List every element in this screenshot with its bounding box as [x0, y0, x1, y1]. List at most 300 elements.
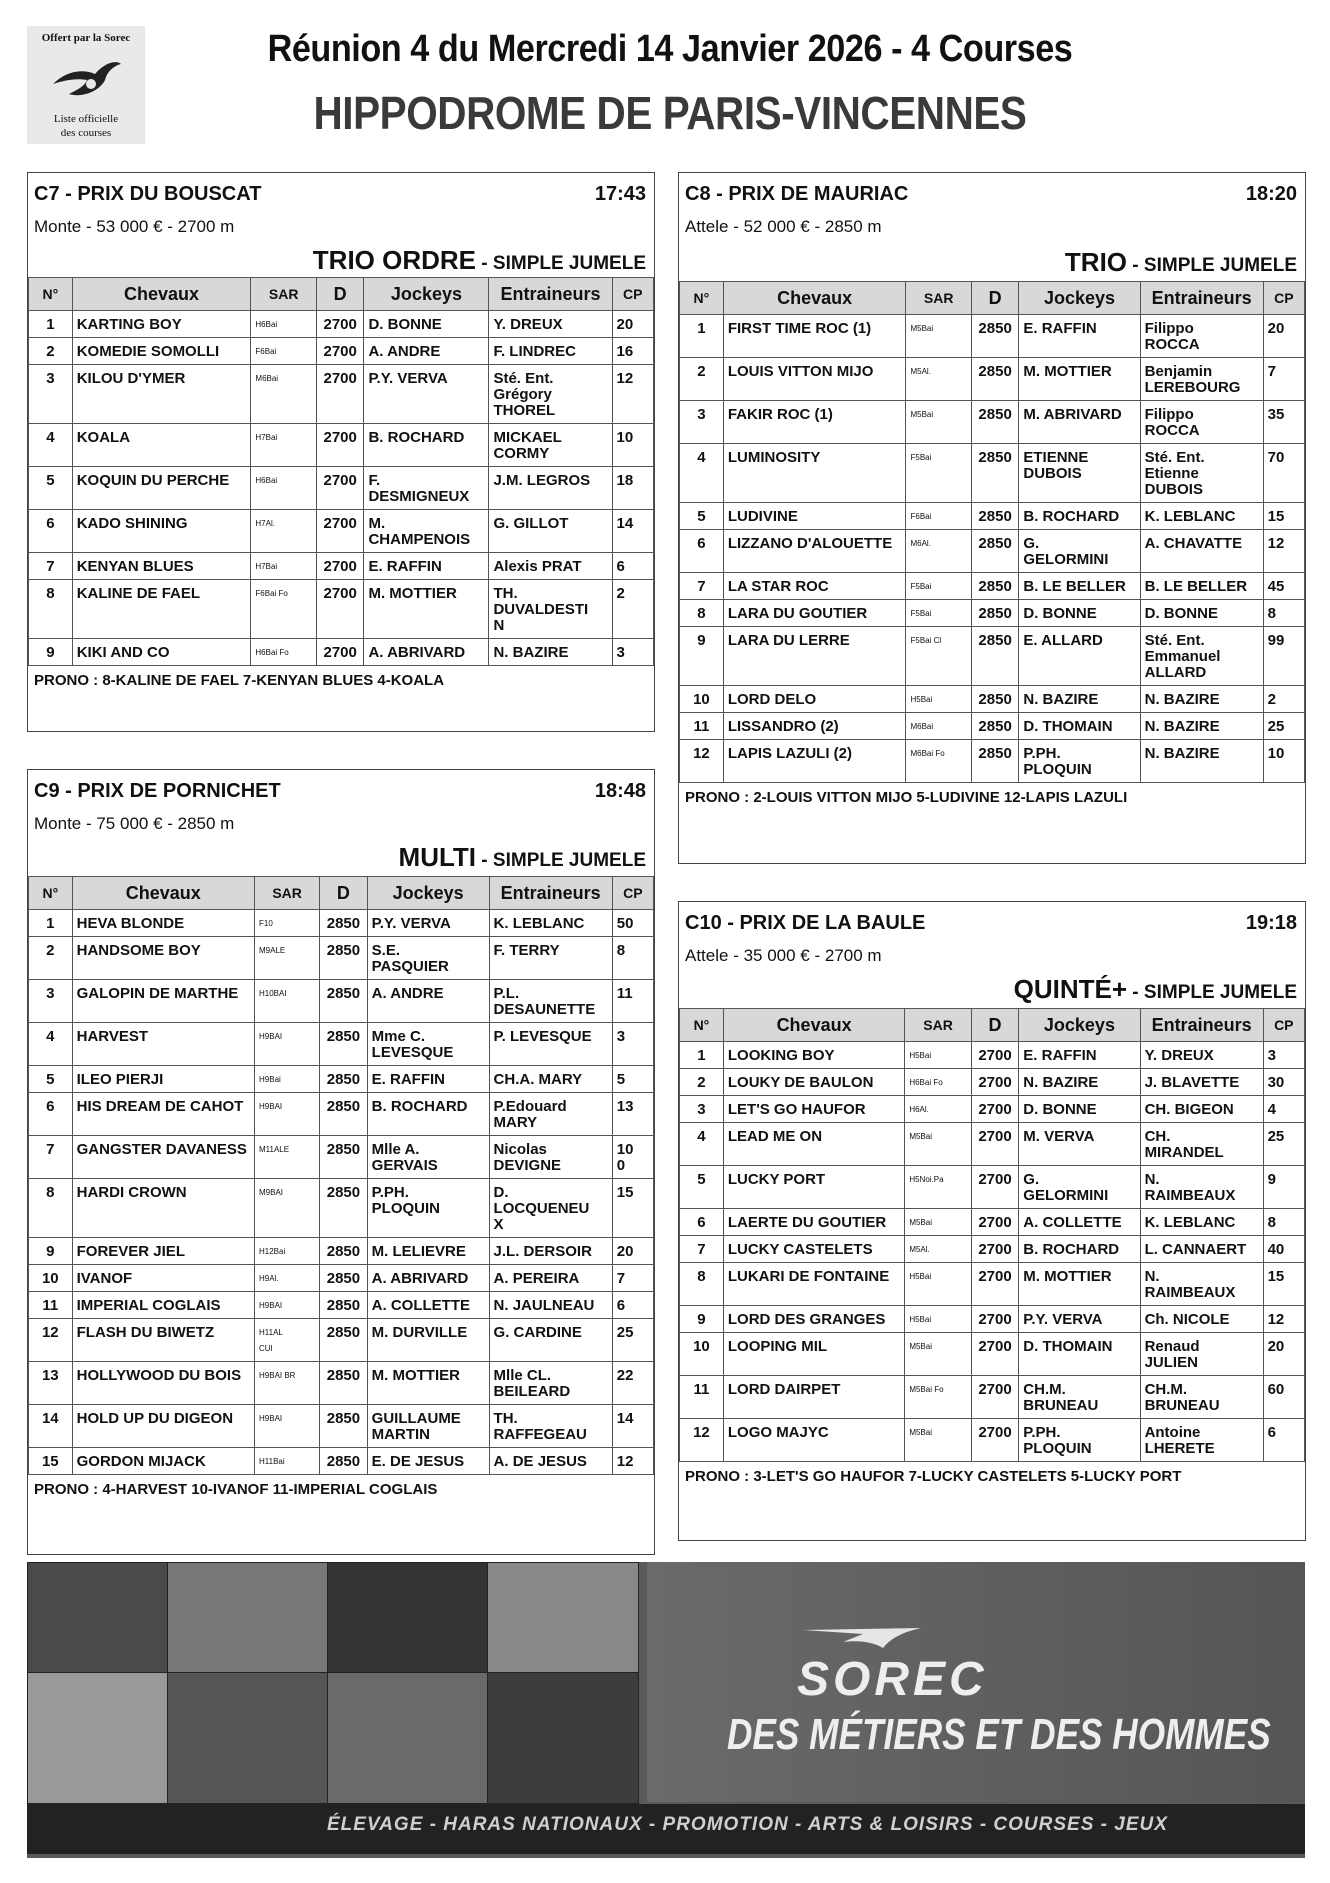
table-row [29, 1448, 654, 1475]
trainer-name: G. GILLOT [489, 510, 612, 553]
race-distance: 2850 [320, 1405, 367, 1448]
banner-slogan: DES MÉTIERS ET DES HOMMES [727, 1710, 1271, 1759]
race-distance: 2850 [971, 530, 1019, 573]
race-distance: 2850 [971, 713, 1019, 740]
odds-cp: 10 0 [612, 1136, 653, 1179]
horse-sar: H10BAI [255, 980, 320, 1023]
jockey-name: M. CHAMPENOIS [364, 510, 489, 553]
horse-name: FLASH DU BIWETZ [72, 1319, 254, 1362]
table-row [29, 1136, 654, 1179]
table-row [29, 467, 654, 510]
column-header-horses: Chevaux [723, 282, 906, 315]
table-row [29, 311, 654, 338]
race-distance: 2850 [320, 1448, 367, 1475]
jockey-name: M. DURVILLE [367, 1319, 489, 1362]
runner-number: 5 [29, 467, 73, 510]
odds-cp: 35 [1263, 401, 1304, 444]
trainer-name: F. LINDREC [489, 338, 612, 365]
table-row [29, 1362, 654, 1405]
trainer-name: Mlle CL. BEILEARD [489, 1362, 612, 1405]
jockey-name: M. MOTTIER [1019, 1263, 1140, 1306]
runner-number: 15 [29, 1448, 73, 1475]
odds-cp: 6 [612, 1292, 653, 1319]
column-header-sar: SAR [905, 1009, 971, 1042]
table-row [680, 1123, 1305, 1166]
column-header-sar: SAR [251, 278, 317, 311]
jockey-name: B. LE BELLER [1019, 573, 1140, 600]
table-row [680, 1069, 1305, 1096]
odds-cp: 4 [1263, 1096, 1304, 1123]
banner-tagline: ÉLEVAGE - HARAS NATIONAUX - PROMOTION - ARTS & LOISIRS - COURSES - JEUX [27, 1804, 1305, 1854]
odds-cp: 3 [612, 1023, 653, 1066]
runner-number: 3 [29, 365, 73, 424]
horse-sar: H9Al. [255, 1265, 320, 1292]
race-distance: 2700 [316, 424, 364, 467]
trainer-name: Nicolas DEVIGNE [489, 1136, 612, 1179]
horse-name: LARA DU LERRE [723, 627, 906, 686]
odds-cp: 12 [1263, 1306, 1304, 1333]
table-row [680, 1166, 1305, 1209]
race-bet-types [1065, 247, 1297, 278]
odds-cp: 20 [612, 311, 653, 338]
table-row [680, 358, 1305, 401]
runner-number: 4 [29, 424, 73, 467]
race-distance: 2850 [320, 1093, 367, 1136]
race-conditions: Monte - 53 000 € - 2700 m [34, 217, 235, 236]
race-distance: 2850 [320, 1319, 367, 1362]
horse-name: KIKI AND CO [72, 639, 251, 666]
horse-name: KILOU D'YMER [72, 365, 251, 424]
horse-sar: M5Bai [905, 1333, 971, 1376]
runner-number: 5 [29, 1066, 73, 1093]
runner-number: 6 [29, 1093, 73, 1136]
column-header-cp: CP [612, 278, 653, 311]
banner-brand-name: SOREC [797, 1653, 988, 1706]
column-header-horses: Chevaux [72, 278, 251, 311]
race-distance: 2700 [316, 580, 364, 639]
horse-name: FIRST TIME ROC (1) [723, 315, 906, 358]
trainer-name: K. LEBLANC [1140, 503, 1263, 530]
jockey-name: D. THOMAIN [1019, 713, 1140, 740]
race-distance: 2850 [971, 627, 1019, 686]
jockey-name: F. DESMIGNEUX [364, 467, 489, 510]
jockey-name: P.Y. VERVA [364, 365, 489, 424]
race-distance: 2700 [971, 1236, 1019, 1263]
venue-title: HIPPODROME DE PARIS-VINCENNES [313, 87, 1027, 139]
race-main-bet: MULTI [398, 842, 477, 872]
runner-number: 9 [680, 627, 724, 686]
horse-sar: F10 [255, 910, 320, 937]
trainer-name: Filippo ROCCA [1140, 315, 1263, 358]
horse-sar: M9BAI [255, 1179, 320, 1238]
horse-sar: F5Bai [906, 444, 971, 503]
trainer-name: N. RAIMBEAUX [1140, 1166, 1263, 1209]
table-row [680, 740, 1305, 783]
horse-name: LUDIVINE [723, 503, 906, 530]
horse-sar: H9BAI BR [255, 1362, 320, 1405]
horse-name: LISSANDRO (2) [723, 713, 906, 740]
column-header-trainers: Entraineurs [489, 278, 612, 311]
horse-sar: H9BAI [255, 1023, 320, 1066]
jockey-name: B. ROCHARD [1019, 503, 1140, 530]
horse-sar: M9ALE [255, 937, 320, 980]
horse-name: LOUIS VITTON MIJO [723, 358, 906, 401]
runner-number: 12 [680, 740, 724, 783]
runner-number: 6 [680, 530, 724, 573]
trainer-name: Antoine LHERETE [1140, 1419, 1263, 1462]
jockey-name: Mme C. LEVESQUE [367, 1023, 489, 1066]
horse-name: KARTING BOY [72, 311, 251, 338]
horse-sar: H11Bai [255, 1448, 320, 1475]
race-distance: 2850 [320, 1265, 367, 1292]
horse-name: LORD DAIRPET [723, 1376, 904, 1419]
odds-cp: 25 [1263, 713, 1304, 740]
race-distance: 2850 [320, 1292, 367, 1319]
table-row [29, 510, 654, 553]
horse-name: GORDON MIJACK [72, 1448, 254, 1475]
horse-sar: M6Bai Fo [906, 740, 971, 783]
race-sub-bet: - SIMPLE JUMELE [1127, 255, 1297, 276]
jockey-name: M. LELIEVRE [367, 1238, 489, 1265]
jockey-name: A. COLLETTE [1019, 1209, 1140, 1236]
jockey-name: M. MOTTIER [1019, 358, 1140, 401]
runner-number: 8 [680, 600, 724, 627]
table-row [29, 1179, 654, 1238]
horse-name: LUCKY CASTELETS [723, 1236, 904, 1263]
race-distance: 2850 [971, 358, 1019, 401]
trainer-name: J.L. DERSOIR [489, 1238, 612, 1265]
odds-cp: 10 [612, 424, 653, 467]
table-row [680, 1236, 1305, 1263]
runner-number: 1 [680, 1042, 724, 1069]
race-header [28, 770, 654, 804]
sorec-horse-logo-icon [803, 1622, 923, 1656]
runner-number: 7 [29, 1136, 73, 1179]
column-header-sar: SAR [255, 877, 320, 910]
horse-sar: M5Bai [906, 401, 971, 444]
column-header-dist: D [971, 1009, 1019, 1042]
race-distance: 2850 [971, 503, 1019, 530]
sorec-logo [27, 26, 145, 144]
runner-number: 5 [680, 1166, 724, 1209]
horse-name: IMPERIAL COGLAIS [72, 1292, 254, 1319]
horse-sar: M5Al. [906, 358, 971, 401]
odds-cp: 12 [612, 1448, 653, 1475]
runner-number: 5 [680, 503, 724, 530]
race-conditions: Attele - 35 000 € - 2700 m [685, 946, 882, 965]
trainer-name: TH. RAFFEGEAU [489, 1405, 612, 1448]
odds-cp: 40 [1263, 1236, 1304, 1263]
horse-sar: H6Bai [251, 311, 317, 338]
horse-name: KALINE DE FAEL [72, 580, 251, 639]
odds-cp: 45 [1263, 573, 1304, 600]
runner-number: 4 [680, 1123, 724, 1166]
race-distance: 2700 [971, 1419, 1019, 1462]
runner-number: 8 [680, 1263, 724, 1306]
jockey-name: D. BONNE [1019, 1096, 1140, 1123]
race-distance: 2700 [316, 510, 364, 553]
jockey-name: G. GELORMINI [1019, 530, 1140, 573]
jockey-name: P.Y. VERVA [1019, 1306, 1140, 1333]
race-name: C9 - PRIX DE PORNICHET [34, 780, 281, 802]
race-distance: 2700 [971, 1263, 1019, 1306]
trainer-name: P.Edouard MARY [489, 1093, 612, 1136]
horse-name: HOLD UP DU DIGEON [72, 1405, 254, 1448]
horse-sar: H11AL CUI [255, 1319, 320, 1362]
jockey-name: B. ROCHARD [1019, 1236, 1140, 1263]
table-row [29, 1093, 654, 1136]
table-row [29, 338, 654, 365]
jockey-name: E. RAFFIN [1019, 1042, 1140, 1069]
jockey-name: A. ABRIVARD [367, 1265, 489, 1292]
jockey-name: N. BAZIRE [1019, 1069, 1140, 1096]
odds-cp: 15 [612, 1179, 653, 1238]
jockey-name: GUILLAUME MARTIN [367, 1405, 489, 1448]
runner-number: 2 [29, 338, 73, 365]
trainer-name: A. DE JESUS [489, 1448, 612, 1475]
trainer-name: F. TERRY [489, 937, 612, 980]
odds-cp: 2 [1263, 686, 1304, 713]
horse-name: LUKARI DE FONTAINE [723, 1263, 904, 1306]
trainer-name: J. BLAVETTE [1140, 1069, 1263, 1096]
trainer-name: N. JAULNEAU [489, 1292, 612, 1319]
trainer-name: Filippo ROCCA [1140, 401, 1263, 444]
odds-cp: 20 [612, 1238, 653, 1265]
jockey-name: B. ROCHARD [364, 424, 489, 467]
horse-sar: F6Bai [906, 503, 971, 530]
horse-sar: H7Al. [251, 510, 317, 553]
race-distance: 2850 [971, 315, 1019, 358]
runner-number: 13 [29, 1362, 73, 1405]
table-row [680, 1419, 1305, 1462]
trainer-name: Sté. Ent. Grégory THOREL [489, 365, 612, 424]
jockey-name: B. ROCHARD [367, 1093, 489, 1136]
odds-cp: 13 [612, 1093, 653, 1136]
horse-name: LAERTE DU GOUTIER [723, 1209, 904, 1236]
table-row [680, 401, 1305, 444]
race-distance: 2700 [971, 1376, 1019, 1419]
jockey-name: E. RAFFIN [1019, 315, 1140, 358]
trainer-name: P.L. DESAUNETTE [489, 980, 612, 1023]
table-row [680, 1209, 1305, 1236]
race-c8 [678, 172, 1306, 864]
table-row [680, 530, 1305, 573]
column-header-jockeys: Jockeys [364, 278, 489, 311]
race-time: 18:48 [594, 780, 646, 802]
table-row [680, 686, 1305, 713]
table-row [29, 553, 654, 580]
trainer-name: CH.A. MARY [489, 1066, 612, 1093]
trainer-name: B. LE BELLER [1140, 573, 1263, 600]
jockey-name: CH.M. BRUNEAU [1019, 1376, 1140, 1419]
table-row [680, 1263, 1305, 1306]
trainer-name: Ch. NICOLE [1140, 1306, 1263, 1333]
horse-sar: F5Bai [906, 573, 971, 600]
table-header-row [680, 1009, 1305, 1042]
trainer-name: A. CHAVATTE [1140, 530, 1263, 573]
table-row [680, 627, 1305, 686]
horse-name: LARA DU GOUTIER [723, 600, 906, 627]
jockey-name: P.PH. PLOQUIN [367, 1179, 489, 1238]
horse-name: KOALA [72, 424, 251, 467]
runner-number: 11 [680, 713, 724, 740]
horse-name: KENYAN BLUES [72, 553, 251, 580]
horse-sar: H5Bai [905, 1306, 971, 1333]
odds-cp: 5 [612, 1066, 653, 1093]
table-row [680, 1096, 1305, 1123]
jockey-name: D. THOMAIN [1019, 1333, 1140, 1376]
odds-cp: 25 [1263, 1123, 1304, 1166]
race-distance: 2850 [320, 1362, 367, 1405]
runners-table [28, 876, 654, 1475]
table-row [29, 910, 654, 937]
column-header-horses: Chevaux [723, 1009, 904, 1042]
table-row [680, 444, 1305, 503]
jockey-name: A. ANDRE [364, 338, 489, 365]
race-c10 [678, 901, 1306, 1541]
table-row [680, 315, 1305, 358]
runner-number: 2 [680, 358, 724, 401]
race-distance: 2700 [316, 467, 364, 510]
table-row [29, 1023, 654, 1066]
trainer-name: CH. MIRANDEL [1140, 1123, 1263, 1166]
race-main-bet: TRIO ORDRE [312, 245, 477, 275]
horse-sar: M5Bai Fo [905, 1376, 971, 1419]
race-distance: 2700 [971, 1042, 1019, 1069]
race-distance: 2850 [971, 573, 1019, 600]
runner-number: 7 [29, 553, 73, 580]
horse-name: LORD DELO [723, 686, 906, 713]
jockey-name: E. RAFFIN [364, 553, 489, 580]
odds-cp: 12 [1263, 530, 1304, 573]
jockey-name: D. BONNE [1019, 600, 1140, 627]
runner-number: 11 [29, 1292, 73, 1319]
race-prono: PRONO : 4-HARVEST 10-IVANOF 11-IMPERIAL COGLAIS [34, 1481, 438, 1498]
odds-cp: 20 [1263, 1333, 1304, 1376]
runners-table [28, 277, 654, 666]
table-row [680, 600, 1305, 627]
race-distance: 2700 [316, 639, 364, 666]
horse-sar: H9BAI [255, 1292, 320, 1319]
race-distance: 2850 [320, 1136, 367, 1179]
sorec-banner [27, 1562, 1305, 1858]
race-time: 19:18 [1245, 912, 1297, 934]
column-header-dist: D [971, 282, 1019, 315]
race-prono: PRONO : 3-LET'S GO HAUFOR 7-LUCKY CASTELETS 5-LUCKY PORT [685, 1468, 1182, 1485]
table-row [680, 1042, 1305, 1069]
jockey-name: P.Y. VERVA [367, 910, 489, 937]
horse-sar: H7Bai [251, 424, 317, 467]
race-distance: 2850 [971, 444, 1019, 503]
horse-sar: H5Noi.Pa [905, 1166, 971, 1209]
horse-name: HARDI CROWN [72, 1179, 254, 1238]
table-header-row [29, 877, 654, 910]
horse-name: GALOPIN DE MARTHE [72, 980, 254, 1023]
trainer-name: G. CARDINE [489, 1319, 612, 1362]
table-row [29, 1292, 654, 1319]
runner-number: 14 [29, 1405, 73, 1448]
trainer-name: D. BONNE [1140, 600, 1263, 627]
odds-cp: 15 [1263, 1263, 1304, 1306]
race-distance: 2850 [320, 1179, 367, 1238]
race-time: 17:43 [594, 183, 646, 205]
horse-sar: H6Bai [251, 467, 317, 510]
horse-name: LORD DES GRANGES [723, 1306, 904, 1333]
horse-sar: H9BAI [255, 1093, 320, 1136]
column-header-trainers: Entraineurs [1140, 282, 1263, 315]
race-main-bet: TRIO [1064, 247, 1128, 277]
column-header-horses: Chevaux [72, 877, 254, 910]
odds-cp: 18 [612, 467, 653, 510]
race-distance: 2700 [971, 1166, 1019, 1209]
page-title: Réunion 4 du Mercredi 14 Janvier 2026 - 4 Courses [267, 28, 1073, 70]
trainer-name: L. CANNAERT [1140, 1236, 1263, 1263]
race-distance: 2700 [316, 338, 364, 365]
odds-cp: 7 [1263, 358, 1304, 401]
table-row [680, 713, 1305, 740]
race-distance: 2700 [316, 311, 364, 338]
race-header [679, 902, 1305, 936]
horse-name: HEVA BLONDE [72, 910, 254, 937]
runner-number: 1 [29, 910, 73, 937]
column-header-dist: D [320, 877, 367, 910]
horse-name: LUMINOSITY [723, 444, 906, 503]
runner-number: 1 [29, 311, 73, 338]
column-header-trainers: Entraineurs [489, 877, 612, 910]
race-c7 [27, 172, 655, 732]
trainer-name: CH.M. BRUNEAU [1140, 1376, 1263, 1419]
race-distance: 2850 [971, 401, 1019, 444]
column-header-sar: SAR [906, 282, 971, 315]
race-sub-bet: - SIMPLE JUMELE [1127, 982, 1297, 1003]
odds-cp: 7 [612, 1265, 653, 1292]
odds-cp: 60 [1263, 1376, 1304, 1419]
horse-sar: H7Bai [251, 553, 317, 580]
runner-number: 8 [29, 580, 73, 639]
race-distance: 2850 [320, 980, 367, 1023]
horse-sar: H6Al. [905, 1096, 971, 1123]
runner-number: 12 [680, 1419, 724, 1462]
race-prono: PRONO : 2-LOUIS VITTON MIJO 5-LUDIVINE 12-LAPIS LAZULI [685, 789, 1128, 806]
race-distance: 2700 [316, 553, 364, 580]
trainer-name: Alexis PRAT [489, 553, 612, 580]
odds-cp: 8 [1263, 1209, 1304, 1236]
odds-cp: 16 [612, 338, 653, 365]
table-row [29, 1265, 654, 1292]
trainer-name: N. BAZIRE [489, 639, 612, 666]
trainer-name: N. BAZIRE [1140, 686, 1263, 713]
race-distance: 2700 [971, 1209, 1019, 1236]
horse-sar: H12Bai [255, 1238, 320, 1265]
odds-cp: 70 [1263, 444, 1304, 503]
horse-name: LEAD ME ON [723, 1123, 904, 1166]
table-row [680, 503, 1305, 530]
runner-number: 10 [680, 686, 724, 713]
horse-name: LIZZANO D'ALOUETTE [723, 530, 906, 573]
race-bet-types [399, 842, 646, 873]
table-row [680, 1376, 1305, 1419]
race-distance: 2700 [971, 1096, 1019, 1123]
horse-sar: F5Bai [906, 600, 971, 627]
jockey-name: E. DE JESUS [367, 1448, 489, 1475]
horse-name: KOQUIN DU PERCHE [72, 467, 251, 510]
trainer-name: N. RAIMBEAUX [1140, 1263, 1263, 1306]
trainer-name: Sté. Ent. Etienne DUBOIS [1140, 444, 1263, 503]
column-header-cp: CP [1263, 282, 1304, 315]
odds-cp: 6 [1263, 1419, 1304, 1462]
trainer-name: N. BAZIRE [1140, 740, 1263, 783]
column-header-cp: CP [1263, 1009, 1304, 1042]
